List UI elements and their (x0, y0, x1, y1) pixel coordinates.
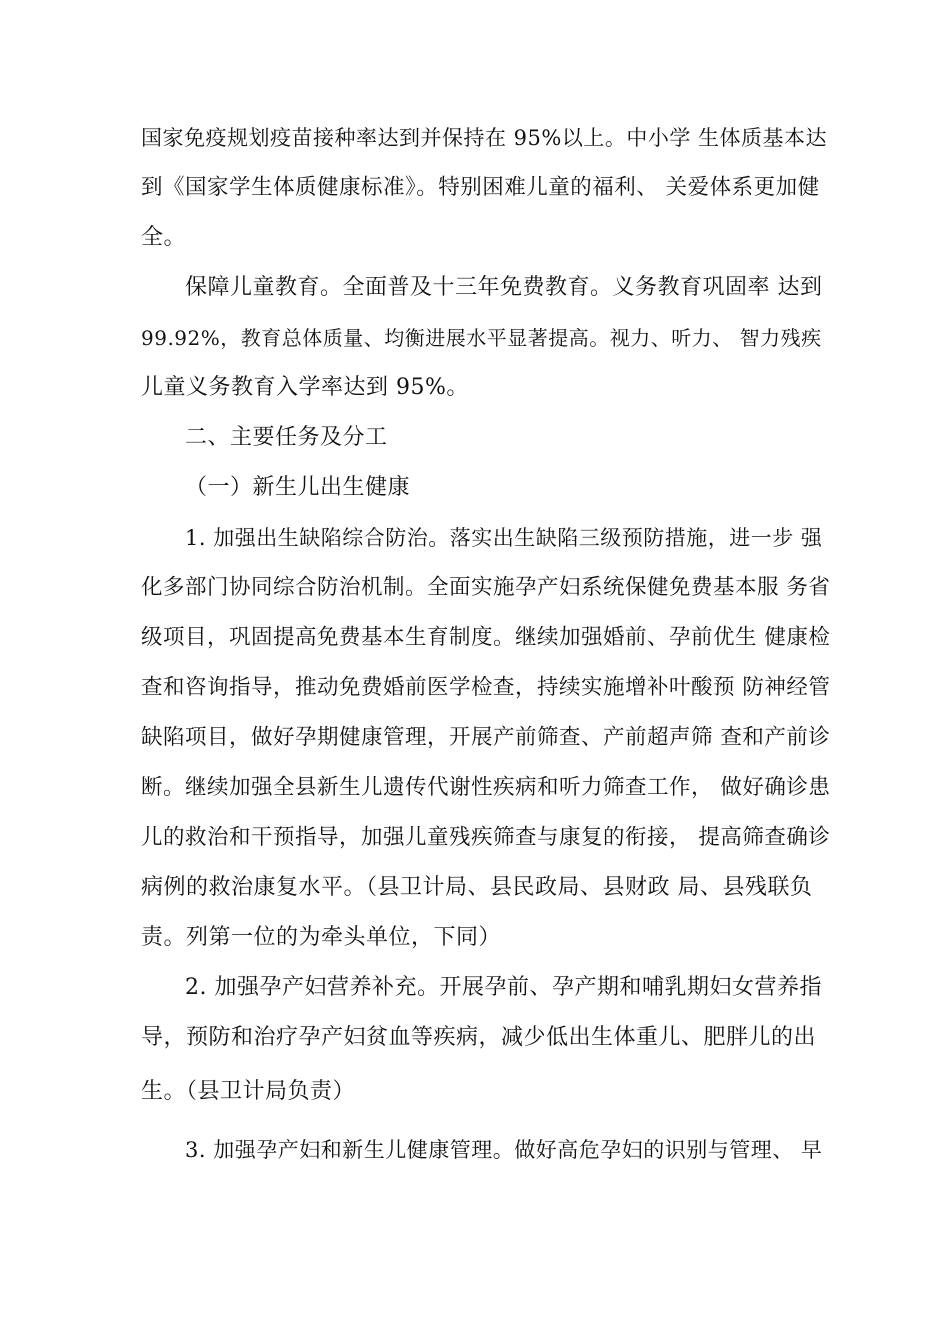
text-line: 儿的救治和干预指导，加强儿童残疾筛查与康复的衔接， 提高筛查确诊 (141, 825, 831, 850)
section-heading: 二、主要任务及分工 (185, 425, 388, 450)
text-line: 保障儿童教育。全面普及十三年免费教育。义务教育巩固率 达到 (185, 275, 823, 300)
text-line: 1. 加强出生缺陷综合防治。落实出生缺陷三级预防措施，进一步 强 (185, 526, 823, 550)
text-line: 断。继续加强全县新生儿遗传代谢性疾病和听力筛查工作， 做好确诊患 (141, 775, 831, 800)
text-line: 缺陷项目，做好孕期健康管理，开展产前筛查、产前超声筛 查和产前诊 (141, 725, 831, 750)
text-line: 3. 加强孕产妇和新生儿健康管理。做好高危孕妇的识别与管理、 早 (185, 1138, 823, 1162)
text-line: 国家免疫规划疫苗接种率达到并保持在 95%以上。中小学 生体质基本达 (141, 126, 828, 150)
text-line: 2. 加强孕产妇营养补充。开展孕前、孕产期和哺乳期妇女营养指 (185, 975, 822, 1000)
text-line: 生。（县卫计局负责） (141, 1079, 356, 1104)
text-line: 99.92%，教育总体质量、均衡进展水平显著提高。视力、听力、 智力残疾 (141, 326, 822, 350)
text-line: 责。列第一位的为牵头单位，下同） (141, 925, 502, 950)
text-line: 级项目，巩固提高免费基本生育制度。继续加强婚前、孕前优生 健康检 (141, 625, 831, 650)
subsection-heading: （一）新生儿出生健康 (185, 475, 411, 500)
text-line: 化多部门协同综合防治机制。全面实施孕产妇系统保健免费基本服 务省 (141, 575, 831, 600)
text-line: 全。 (141, 225, 187, 250)
text-line: 查和咨询指导，推动免费婚前医学检查，持续实施增补叶酸预 防神经管 (141, 675, 831, 700)
text-line: 病例的救治康复水平。（县卫计局、县民政局、县财政 局、县残联负 (141, 875, 813, 900)
text-line: 儿童义务教育入学率达到 95%。 (141, 375, 469, 400)
text-line: 导，预防和治疗孕产妇贫血等疾病，减少低出生体重儿、肥胖儿的出 (141, 1025, 817, 1050)
text-line: 到《国家学生体质健康标准》。特别困难儿童的福利、 关爱体系更加健 (141, 175, 820, 200)
